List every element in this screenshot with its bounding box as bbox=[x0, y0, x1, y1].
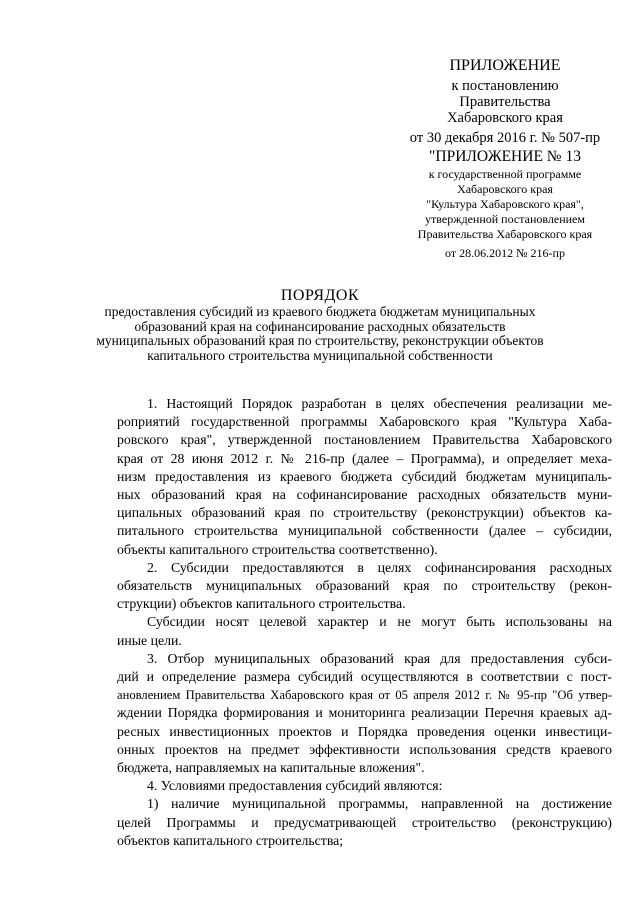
body-line: ципальных образований края по строительству (реконструкции) объектов ка- bbox=[117, 505, 612, 521]
body-line: края от 28 июня 2012 г. № 216-пр (далее – Программа), и определяет меха- bbox=[117, 450, 612, 466]
body-line: 3. Отбор муниципальных образований края для предоставления субси- bbox=[147, 650, 612, 666]
body-line: иные цели. bbox=[117, 632, 182, 648]
document-title: ПОРЯДОК bbox=[280, 287, 360, 304]
program-appendix-title: "ПРИЛОЖЕНИЕ № 13 bbox=[429, 148, 581, 165]
program-appendix-line: "Культура Хабаровского края", bbox=[426, 197, 584, 211]
body-line: бюджета, направляемых на капитальные вложения". bbox=[117, 760, 425, 776]
body-line: объектов капитального строительства; bbox=[117, 832, 344, 848]
body-line: 1. Настоящий Порядок разработан в целях обеспечения реализации ме- bbox=[147, 396, 612, 411]
appendix-header bbox=[390, 58, 620, 146]
body-line: онных проектов на предмет эффективности использования средств краевого bbox=[117, 741, 612, 757]
body-line: ресных инвестиционных проектов и Порядка проведения оценки инвестици- bbox=[117, 723, 612, 739]
subtitle-line: капитального строительства муниципальной собственности bbox=[147, 347, 493, 363]
document-subtitle bbox=[80, 305, 560, 363]
appendix-title: ПРИЛОЖЕНИЕ bbox=[449, 57, 561, 74]
body-line: низм предоставления из краевого бюджета субсидий бюджетам муниципаль- bbox=[117, 468, 612, 484]
appendix-line: к постановлению bbox=[451, 78, 559, 94]
subtitle-line: предоставления субсидий из краевого бюджета бюджетам муниципальных bbox=[104, 304, 536, 319]
body-line: дий и определение размера субсидий осуществляются в соответствии с пост- bbox=[117, 669, 612, 685]
program-appendix-header bbox=[392, 147, 618, 261]
body-line: обязательств муниципальных образований края по строительству (рекон- bbox=[117, 578, 612, 594]
program-appendix-line: к государственной программе bbox=[428, 167, 582, 181]
program-appendix-date: от 28.06.2012 № 216-пр bbox=[445, 246, 565, 260]
body-line: ждении Порядка формирования и мониторинга реализации Перечня краевых ад- bbox=[117, 705, 612, 721]
body-line: Субсидии носят целевой характер и не могут быть использованы на bbox=[147, 614, 612, 630]
appendix-date: от 30 декабря 2016 г. № 507-пр bbox=[409, 130, 601, 146]
body-line: объекты капитального строительства соответственно). bbox=[117, 541, 438, 557]
body-line: 2. Субсидии предоставляются в целях софинансирования расходных bbox=[147, 559, 612, 575]
body-line: ровского края", утвержденной постановлением Правительства Хабаровского bbox=[117, 432, 612, 448]
program-appendix-line: утвержденной постановлением bbox=[425, 212, 585, 226]
program-appendix-line: Правительства Хабаровского края bbox=[417, 227, 593, 241]
body-line: питального строительства муниципальной собственности (далее – субсидии, bbox=[117, 523, 612, 539]
body-line: ановлением Правительства Хабаровского края от 05 апреля 2012 г. № 95-пр "Об утвер- bbox=[117, 688, 612, 703]
body-line: 1) наличие муниципальной программы, направленной на достижение bbox=[147, 796, 612, 812]
body-line: роприятий государственной программы Хабаровского края "Культура Хаба- bbox=[117, 414, 612, 430]
appendix-line: Правительства bbox=[459, 94, 551, 110]
document-body bbox=[117, 395, 612, 850]
body-line: 4. Условиями предоставления субсидий являются: bbox=[147, 778, 443, 794]
body-line: струкции) объектов капитального строительства. bbox=[117, 596, 406, 612]
body-line: целей Программы и предусматривающей строительство (реконструкцию) bbox=[117, 814, 612, 830]
subtitle-line: образований края на софинансирование расходных обязательств bbox=[134, 318, 506, 334]
program-appendix-line: Хабаровского края bbox=[457, 182, 553, 196]
appendix-line: Хабаровского края bbox=[447, 110, 563, 126]
subtitle-line: муниципальных образований края по строительству, реконструкции объектов bbox=[96, 333, 544, 348]
body-line: ных образований края на софинансирование расходных обязательств муни- bbox=[117, 487, 612, 503]
